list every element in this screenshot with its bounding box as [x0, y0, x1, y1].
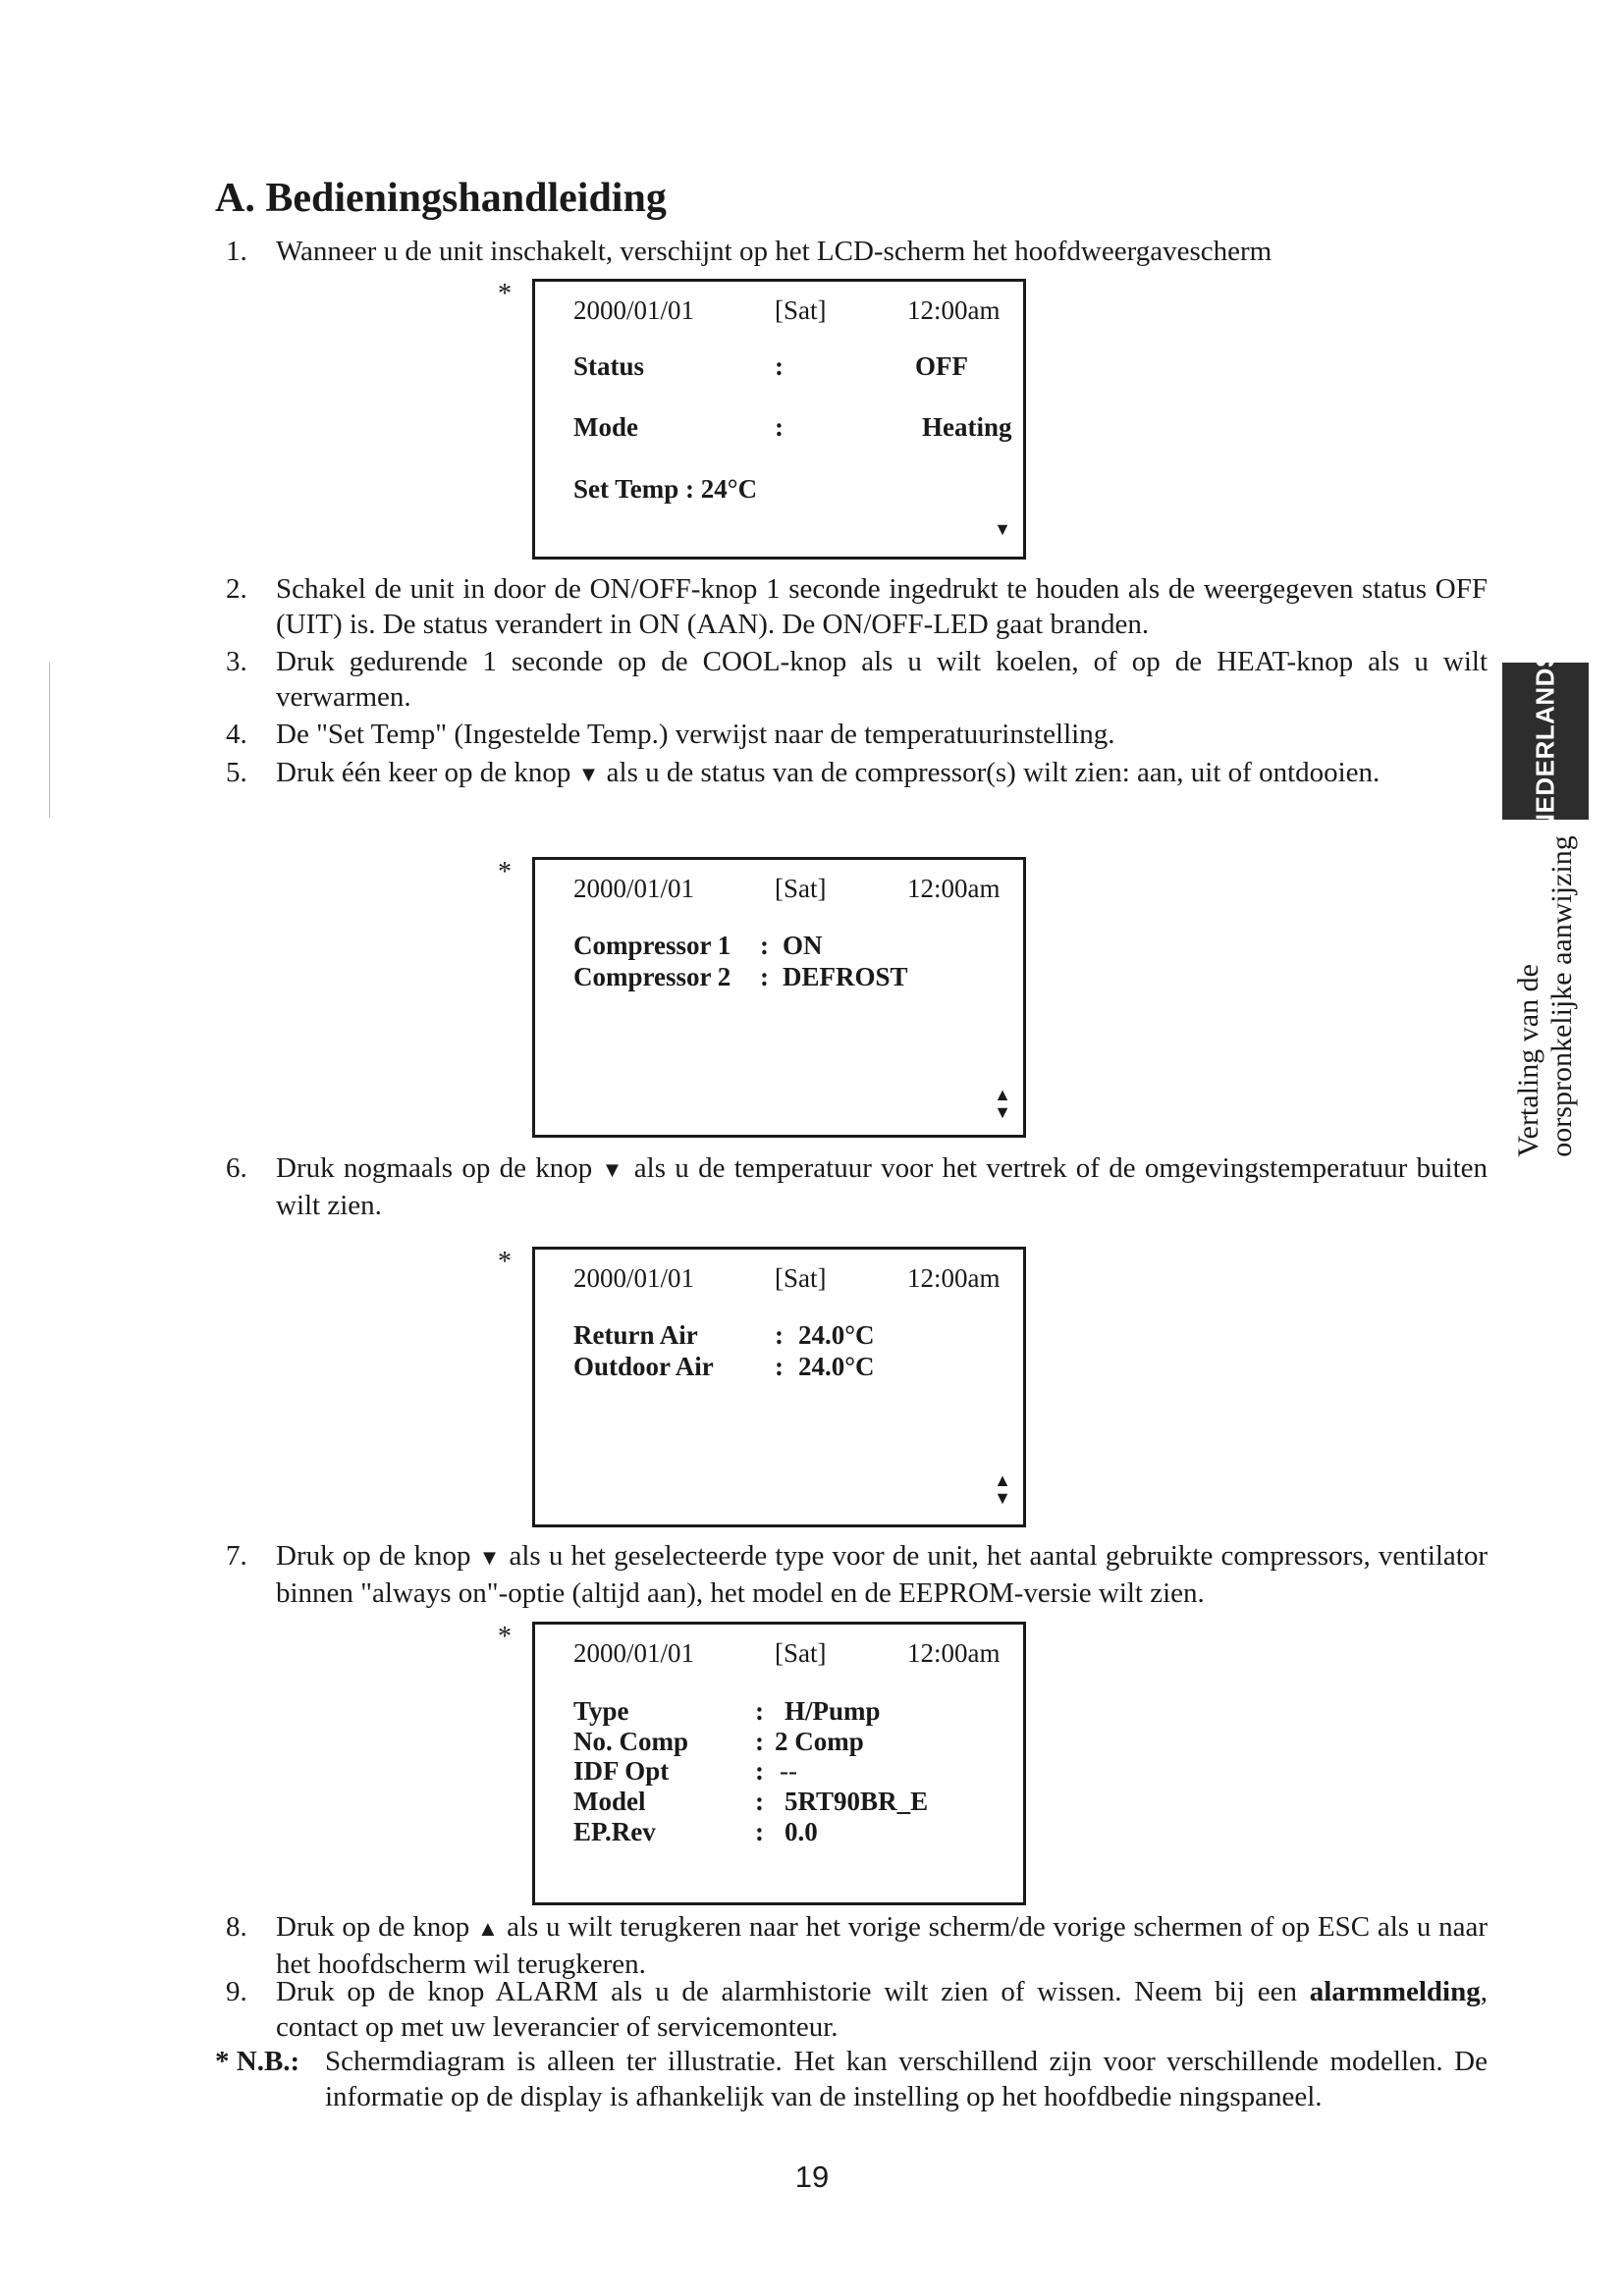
lcd-row-sep: : [755, 1756, 764, 1786]
step-text: Druk op de knop ▲ als u wilt terugkeren naar het vorige scherm/de vorige schermen of op ESC als u naar het hoofdscherm wil terugkeren. [276, 1911, 1489, 1980]
step-text-bold: alarmmelding [1309, 1976, 1481, 2007]
lcd-row-label: Mode [573, 412, 638, 442]
step-text: Druk één keer op de knop ▼ als u de status van de compressor(s) wilt zien: aan, uit of ontdooien. [276, 757, 1380, 788]
lcd-row-sep: : [760, 931, 769, 960]
lcd-row-sep: : [755, 1696, 764, 1726]
lcd-row-label: No. Comp [573, 1727, 689, 1756]
step-number: 1. [226, 236, 247, 267]
down-arrow-icon: ▼ [994, 1488, 1011, 1508]
margin-line [49, 663, 50, 818]
step-4 [226, 717, 1488, 752]
language-tab-label: NEDERLANDS [1530, 650, 1560, 832]
lcd-screen-temperature [532, 1247, 1026, 1527]
lcd-row-sep: : [775, 412, 784, 442]
asterisk-marker: * [498, 279, 512, 309]
page-number: 19 [794, 2160, 830, 2194]
asterisk-marker: * [498, 1622, 512, 1652]
lcd-set-temp: Set Temp : 24°C [573, 474, 758, 504]
lcd-screen-unit-info [532, 1622, 1026, 1905]
up-down-arrows-icon [994, 1086, 1011, 1121]
step-text: Druk op de knop ALARM als u de alarmhistorie wilt zien of wissen. Neem bij een alarmmelding, contact op met uw leverancier of servicemonteur. [276, 1976, 1488, 2043]
lcd-row-label: Outdoor Air [573, 1352, 714, 1381]
asterisk-marker: * [498, 1247, 512, 1277]
lcd-row-label: Compressor 1 [573, 931, 731, 960]
page-title: A. Bedieningshandleiding [215, 176, 667, 221]
lcd-row-value: 24.0°C [798, 1352, 875, 1381]
lcd-day: [Sat] [775, 1638, 827, 1668]
step-6 [226, 1150, 1488, 1223]
step-text: Druk nogmaals op de knop ▼ als u de temperatuur voor het vertrek of de omgevingstemperatuur buiten wilt zien. [276, 1152, 1489, 1221]
lcd-row-label: EP.Rev [573, 1817, 656, 1846]
up-arrow-icon: ▲ [994, 1470, 1011, 1490]
step-text: Druk gedurende 1 seconde op de COOL-knop als u wilt koelen, of op de HEAT-knop als u wilt verwarmen. [276, 646, 1488, 713]
step-number: 5. [226, 757, 247, 788]
lcd-row-label: IDF Opt [573, 1756, 670, 1786]
lcd-row-value: 24.0°C [798, 1320, 875, 1350]
step-5 [226, 755, 1488, 792]
lcd-row-label: Type [573, 1696, 629, 1726]
lcd-row-value: H/Pump [785, 1696, 881, 1726]
down-arrow-icon: ▼ [994, 1102, 1011, 1122]
lcd-row-value: ON [783, 931, 823, 960]
step-number: 2. [226, 573, 247, 605]
side-caption [1512, 835, 1579, 1156]
lcd-row-label: Compressor 2 [573, 962, 731, 991]
lcd-row-sep: : [755, 1727, 764, 1756]
lcd-row-sep: : [775, 351, 784, 381]
up-arrow-icon: ▲ [994, 1085, 1011, 1104]
step-number: 4. [226, 719, 247, 750]
lcd-day: [Sat] [775, 874, 827, 903]
step-8 [226, 1909, 1488, 1982]
lcd-row-value: DEFROST [783, 962, 908, 991]
lcd-row-value: -- [780, 1756, 797, 1786]
side-caption-line: Vertaling van de [1512, 964, 1544, 1157]
lcd-date: 2000/01/01 [573, 874, 695, 903]
lcd-day: [Sat] [775, 1263, 827, 1293]
lcd-date: 2000/01/01 [573, 295, 695, 325]
lcd-row-label: Return Air [573, 1320, 698, 1350]
lcd-row-value: OFF [915, 351, 968, 381]
side-caption-line: oorspronkelijke aanwijzing [1545, 835, 1578, 1157]
lcd-screen-main [532, 279, 1026, 560]
language-tab [1502, 650, 1589, 832]
lcd-row-label: Status [573, 351, 645, 381]
lcd-time: 12:00am [907, 1638, 1001, 1668]
down-arrow-icon: ▼ [601, 1157, 625, 1182]
lcd-row-value: 2 Comp [775, 1727, 864, 1756]
step-text: Wanneer u de unit inschakelt, verschijnt op het LCD-scherm het hoofdweergavescherm [276, 236, 1272, 267]
note-label: * N.B.: [215, 2046, 300, 2077]
lcd-row-value: 5RT90BR_E [785, 1787, 929, 1816]
lcd-date: 2000/01/01 [573, 1263, 695, 1293]
lcd-row-value: 0.0 [785, 1817, 818, 1846]
step-7 [226, 1538, 1488, 1611]
step-1 [226, 234, 1488, 269]
lcd-row-sep: : [775, 1320, 784, 1350]
lcd-day: [Sat] [775, 295, 827, 325]
lcd-time: 12:00am [907, 295, 1001, 325]
note [215, 2044, 1488, 2114]
step-number: 3. [226, 646, 247, 677]
lcd-screen-compressor [532, 857, 1026, 1138]
step-text: Druk op de knop ▼ als u het geselecteerde type voor de unit, het aantal gebruikte compressors, ventilator binnen "always on"-optie (altijd aan), het model en de EEPROM-versie wilt zien. [276, 1540, 1489, 1609]
lcd-row-sep: : [755, 1787, 764, 1816]
step-number: 6. [226, 1152, 247, 1184]
asterisk-marker: * [498, 857, 512, 887]
up-down-arrows-icon [994, 1471, 1011, 1507]
step-2 [226, 571, 1488, 642]
lcd-row-label: Model [573, 1787, 646, 1816]
step-number: 9. [226, 1976, 247, 2007]
lcd-row-sep: : [755, 1817, 764, 1846]
down-arrow-icon: ▼ [577, 762, 600, 786]
lcd-row-sep: : [760, 962, 769, 991]
step-text: Schakel de unit in door de ON/OFF-knop 1 seconde ingedrukt te houden als de weergegeven status OFF (UIT) is. De status verandert in ON (AAN). De ON/OFF-LED gaat branden. [276, 573, 1488, 640]
note-text: Schermdiagram is alleen ter illustratie. Het kan verschillend zijn voor verschillende modellen. De informatie op de display is afhankelijk van de instelling op het hoofdbedie ningspaneel. [325, 2046, 1488, 2112]
lcd-row-sep: : [775, 1352, 784, 1381]
step-3 [226, 644, 1488, 715]
step-number: 7. [226, 1540, 247, 1572]
down-arrow-icon: ▼ [478, 1545, 502, 1570]
lcd-date: 2000/01/01 [573, 1638, 695, 1668]
step-text: De "Set Temp" (Ingestelde Temp.) verwijst naar de temperatuurinstelling. [276, 719, 1115, 750]
lcd-row-value: Heating [922, 412, 1012, 442]
step-number: 8. [226, 1911, 247, 1943]
lcd-time: 12:00am [907, 1263, 1001, 1293]
down-arrow-icon: ▼ [994, 519, 1011, 539]
step-9 [226, 1974, 1488, 2045]
up-arrow-icon: ▲ [477, 1916, 500, 1941]
lcd-time: 12:00am [907, 874, 1001, 903]
